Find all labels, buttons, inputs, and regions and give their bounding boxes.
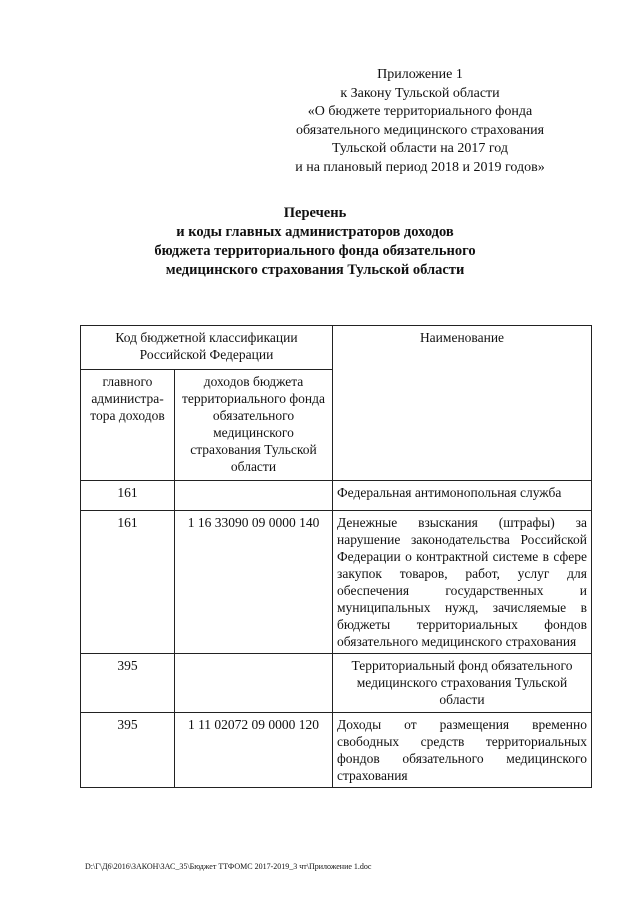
header-code-group: Код бюджетной классификации Российской Федерации — [81, 326, 333, 370]
admin-code-cell: 161 — [81, 511, 175, 654]
title-line: медицинского страхования Тульской области — [165, 262, 465, 278]
admin-code-cell: 395 — [81, 654, 175, 713]
income-code-cell: 1 16 33090 09 0000 140 — [175, 511, 333, 654]
annex-line: Тульской области на 2017 год — [331, 141, 509, 156]
title-line: бюджета территориального фонда обязательного — [154, 243, 476, 259]
header-income: доходов бюджета территориального фонда обязательного медицинского страхования Тульской области — [175, 370, 333, 481]
name-cell: Территориальный фонд обязательного медицинского страхования Тульской области — [333, 654, 592, 713]
header-name: Наименование — [333, 326, 592, 481]
income-code-cell — [175, 481, 333, 511]
table-row — [81, 713, 592, 788]
income-code-cell — [175, 654, 333, 713]
name-cell: Федеральная антимонопольная служба — [333, 481, 592, 511]
annex-line: и на плановый период 2018 и 2019 годов» — [295, 159, 545, 175]
admin-code-cell: 395 — [81, 713, 175, 788]
income-code-cell: 1 11 02072 09 0000 120 — [175, 713, 333, 788]
table-row — [81, 654, 592, 713]
admin-code-cell: 161 — [81, 481, 175, 511]
document-title — [95, 204, 535, 280]
annex-header — [230, 66, 610, 177]
annex-line: к Закону Тульской области — [340, 85, 500, 101]
title-line: и коды главных администраторов доходов — [176, 224, 454, 240]
annex-line: «О бюджете территориального фонда — [307, 104, 533, 119]
name-cell: Денежные взыскания (штрафы) за нарушение законодательства Российской Федерации о контрактной системе в сфере закупок товаров, работ, услуг для обеспечения государственных и муниципальных нужд, зачисляемые в бюджеты территориальных фондов обязательного медицинского страхования — [333, 511, 592, 654]
table-header-row — [81, 326, 592, 370]
table-row — [81, 511, 592, 654]
title-line: Перечень — [283, 205, 347, 221]
header-admin: главного администра-тора доходов — [81, 370, 175, 481]
administrators-table — [80, 325, 592, 788]
table-row — [81, 481, 592, 511]
annex-line: Приложение 1 — [377, 67, 463, 82]
file-path-footer: D:\Г\Д6\2016\ЗАКОН\ЗАС_35\Бюджет ТТФОМС 2017-2019_3 чт\Приложение 1.doc — [85, 862, 372, 871]
annex-line: обязательного медицинского страхования — [295, 122, 545, 138]
name-cell: Доходы от размещения временно свободных средств территориальных фондов обязательного медицинского страхования — [333, 713, 592, 788]
